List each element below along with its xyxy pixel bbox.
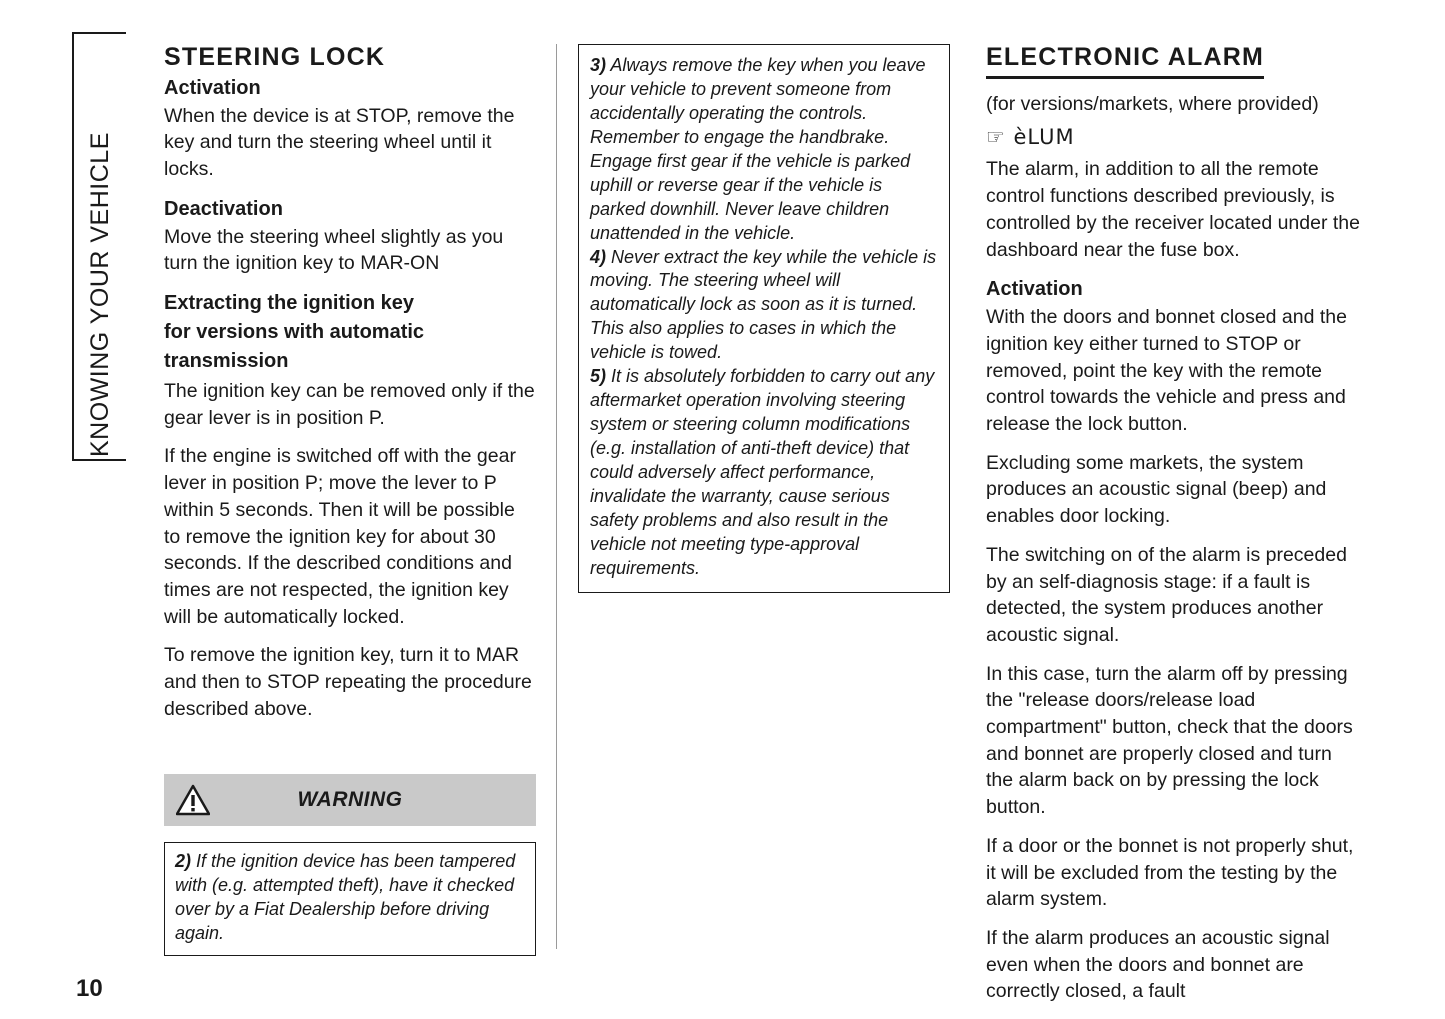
note-2-number: 2) <box>175 851 192 872</box>
note-5-number: 5) <box>590 366 607 387</box>
chapter-tab-label: KNOWING YOUR VEHICLE <box>85 132 114 457</box>
section-title-steering-lock: STEERING LOCK <box>164 43 386 71</box>
heading-extracting-key-line1: Extracting the ignition key <box>164 292 415 315</box>
warning-banner <box>164 774 536 826</box>
heading-extracting-key-line3: transmission <box>164 350 289 373</box>
column-three <box>986 44 1364 1017</box>
paragraph-alarm-door-excluded: If a door or the bonnet is not properly shut, it will be excluded from the testing by the alarm system. <box>986 834 1354 911</box>
pointing-hand-icon: ☞ èLUM <box>986 125 1075 150</box>
paragraph-alarm-intro: The alarm, in addition to all the remote control functions described previously, is controlled by the receiver located under the dashboard near the fuse box. <box>986 158 1360 261</box>
heading-extracting-key-line2: for versions with automatic <box>164 321 425 344</box>
section-title-electronic-alarm: ELECTRONIC ALARM <box>986 44 1264 79</box>
note-3-paragraph <box>590 54 938 246</box>
column-two <box>578 44 950 593</box>
warning-triangle-icon <box>176 784 210 816</box>
paragraph-availability-note: (for versions/markets, where provided) <box>986 92 1319 115</box>
paragraph-deactivation: Move the steering wheel slightly as you turn the ignition key to MAR-ON <box>164 225 504 275</box>
note-4-text: Never extract the key while the vehicle is moving. The steering wheel will automatically lock as soon as it is turned. This also applies to cases in which the vehicle is towed. <box>590 246 937 363</box>
chapter-tab <box>72 32 126 461</box>
paragraph-alarm-activation-2: Excluding some markets, the system produces an acoustic signal (beep) and enables door locking. <box>986 451 1327 528</box>
note-4-paragraph <box>590 246 938 366</box>
note-4-number: 4) <box>590 246 607 267</box>
column-divider <box>556 44 557 949</box>
page-number: 10 <box>76 975 103 1002</box>
note-5-paragraph <box>590 365 938 580</box>
note-2-paragraph <box>175 850 525 946</box>
paragraph-alarm-fault-procedure: In this case, turn the alarm off by pressing the "release doors/release load compartment" button, check that the doors and bonnet are properly closed and turn the alarm back on by pressing the lock button. <box>986 662 1353 819</box>
note-2-text: If the ignition device has been tampered with (e.g. attempted theft), have it checked over by a Fiat Dealership before driving again. <box>175 851 516 944</box>
note-3-text: Always remove the key when you leave your vehicle to prevent someone from accidentally operating the controls. Remember to engage the handbrake. Engage first gear if the vehicle is parked uphill or reverse gear if the vehicle is parked downhill. Never leave children unattended in the vehicle. <box>590 55 926 243</box>
paragraph-alarm-acoustic-fault: If the alarm produces an acoustic signal even when the doors and bonnet are correctly closed, a fault <box>986 926 1330 1003</box>
paragraph-key-removal-position-p: The ignition key can be removed only if the gear lever is in position P. <box>164 380 535 429</box>
heading-alarm-activation: Activation <box>986 278 1083 301</box>
paragraph-remove-key-procedure: To remove the ignition key, turn it to MAR and then to STOP repeating the procedure described above. <box>164 644 532 720</box>
notes-box-345 <box>578 44 950 593</box>
cross-reference-symbols <box>986 125 1364 150</box>
heading-deactivation: Deactivation <box>164 197 283 220</box>
warning-label: WARNING <box>297 788 403 812</box>
note-3-number: 3) <box>590 55 607 75</box>
note-5-text: It is absolutely forbidden to carry out any aftermarket operation involving steering system or steering column modifications (e.g. installation of anti-theft device) that could adversely affect performance, invalidate the warranty, cause serious safety problems and also result in the vehicle not meeting type-approval requirements. <box>590 366 935 578</box>
paragraph-engine-switched-off: If the engine is switched off with the gear lever in position P; move the lever to P within 5 seconds. Then it will be possible to remove the ignition key for about 30 seconds. If the described conditions and times are not respected, the ignition key will be automatically locked. <box>164 445 516 628</box>
paragraph-alarm-selfdiagnosis: The switching on of the alarm is preceded by an self-diagnosis stage: if a fault is detected, the system produces another acoustic signal. <box>986 543 1347 646</box>
note-box-2 <box>164 842 536 956</box>
heading-activation: Activation <box>164 76 261 99</box>
column-one <box>164 44 536 956</box>
paragraph-activation: When the device is at STOP, remove the key and turn the steering wheel until it locks. <box>164 104 515 180</box>
paragraph-alarm-activation-1: With the doors and bonnet closed and the ignition key either turned to STOP or removed, point the key with the remote control towards the vehicle and press and release the lock button. <box>986 306 1347 436</box>
